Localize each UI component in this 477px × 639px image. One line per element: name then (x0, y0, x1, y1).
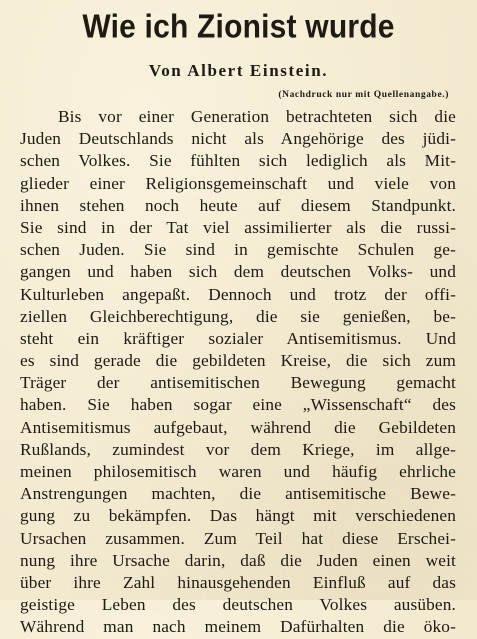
article-byline: Von Albert Einstein. (148, 61, 329, 80)
reprint-note: (Nachdruck nur mit Quellenangabe.) (278, 90, 449, 100)
body-line: haben. Sie haben sogar eine „Wissenschaft“ des (20, 395, 456, 415)
body-line: Sie sind in der Tat viel assimilierter als die russi- (20, 217, 456, 237)
body-line: nung ihre Ursache darin, daß die Juden einen weit (20, 550, 456, 570)
body-line: über ihre Zahl hinausgehenden Einfluß auf das (20, 572, 456, 592)
body-line: gangen und haben sich dem deutschen Volks- und (20, 262, 456, 282)
article-title: Wie ich Zionist wurde (82, 8, 395, 46)
body-line: ihnen stehen noch heute auf diesem Standpunkt. (20, 195, 456, 215)
body-line: Kulturleben angepaßt. Dennoch und trotz der offi- (20, 284, 456, 304)
body-line: schen Juden. Sie sind in gemischte Schulen ge- (20, 240, 456, 260)
body-line: Während man nach meinem Dafürhalten die öko- (20, 617, 456, 637)
body-line: ziellen Gleichberechtigung, die sie genießen, be- (20, 306, 456, 326)
body-line: Anstrengungen machten, die antisemitische Bewe- (20, 484, 456, 504)
body-line: schen Volkes. Sie fühlten sich lediglich als Mit- (20, 151, 456, 171)
body-line: Rußlands, zumindest vor dem Kriege, im allge- (20, 439, 456, 459)
body-line: Juden Deutschlands nicht als Angehörige des jüdi- (20, 129, 456, 149)
body-line: meinen philosemitisch waren und häufig ehrliche (20, 462, 456, 481)
body-line: geistige Leben des deutschen Volkes ausüben. (20, 595, 456, 615)
body-line: Träger der antisemitischen Bewegung gemacht (20, 373, 456, 393)
body-line: es sind gerade die gebildeten Kreise, die sich zum (20, 351, 456, 371)
article-body (20, 106, 456, 639)
body-line: Bis vor einer Generation betrachteten sich die (58, 107, 456, 126)
body-line: Antisemitismus aufgebaut, während die Gebildeten (20, 417, 456, 437)
body-line: glieder einer Religionsgemeinschaft und viele von (20, 173, 456, 193)
body-line: Ursachen zusammen. Zum Teil hat diese Erschei- (20, 528, 456, 548)
body-line: gung zu bekämpfen. Das hängt mit verschiedenen (20, 506, 456, 526)
body-line: steht ein kräftiger sozialer Antisemitismus. Und (20, 328, 456, 348)
